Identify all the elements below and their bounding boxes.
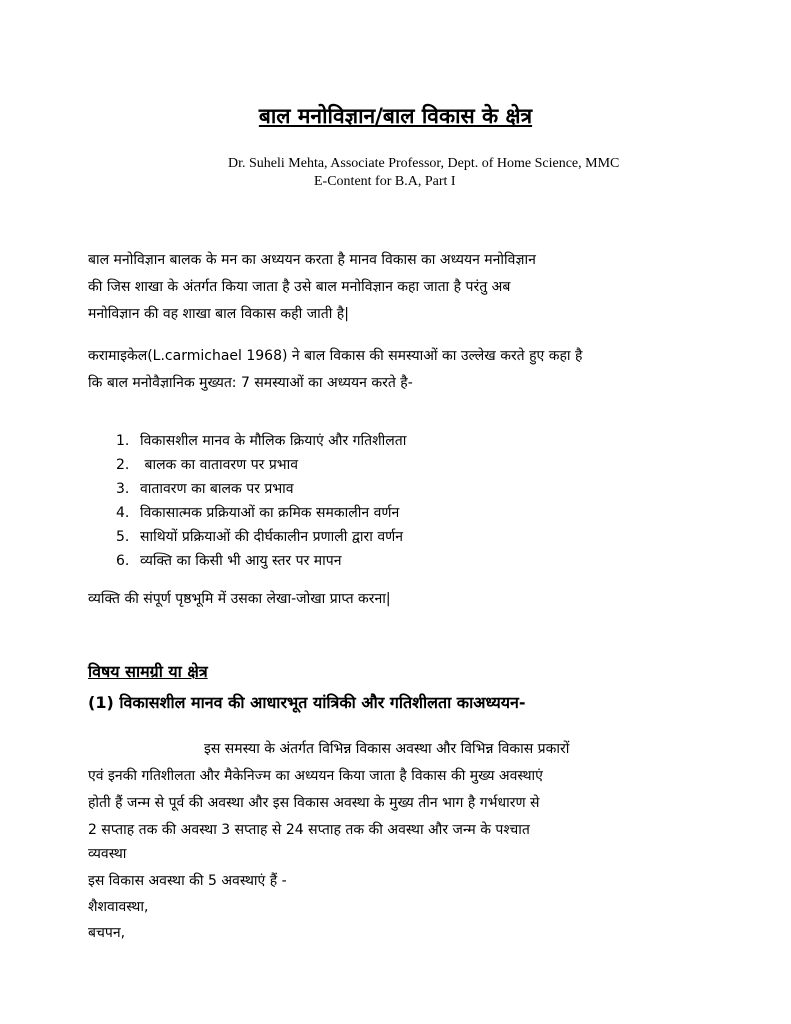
problems-list xyxy=(116,429,406,573)
text-line: 2 सप्ताह तक की अवस्था 3 सप्ताह से 24 सप्ताह तक की अवस्था और जन्म के पश्चात xyxy=(88,822,530,838)
list-tail-text: व्यक्ति की संपूर्ण पृष्ठभूमि में उसका लेखा-जोखा प्राप्त करना| xyxy=(88,591,391,607)
list-number: 4. xyxy=(116,505,130,521)
subsection-heading: (1) विकासशील मानव की आधारभूत यांत्रिकी और गतिशीलता काअध्ययन- xyxy=(88,693,526,712)
stages-block xyxy=(88,868,708,946)
intro-paragraph xyxy=(88,247,708,328)
text-line: व्यवस्था xyxy=(88,846,127,862)
list-item xyxy=(116,501,406,525)
author-info xyxy=(228,155,619,191)
stage-item: शैशवावस्था, xyxy=(88,899,149,915)
course-line: E-Content for B.A, Part I xyxy=(314,174,456,189)
text-line: कि बाल मनोवैज्ञानिक मुख्यत: 7 समस्याओं का अध्ययन करते है- xyxy=(88,375,413,391)
list-number: 6. xyxy=(116,553,130,569)
list-number: 1. xyxy=(116,433,130,449)
list-text: बालक का वातावरण पर प्रभाव xyxy=(140,457,299,473)
list-text: व्यक्ति का किसी भी आयु स्तर पर मापन xyxy=(140,553,342,569)
list-number: 2. xyxy=(116,457,130,473)
body-paragraph xyxy=(88,736,728,864)
text-line: एवं इनकी गतिशीलता और मैकेनिज्म का अध्ययन किया जाता है विकास की मुख्य अवस्थाएं xyxy=(88,768,543,784)
list-text: विकासशील मानव के मौलिक क्रियाएं और गतिशीलता xyxy=(140,433,407,449)
section-heading: विषय सामग्री या क्षेत्र xyxy=(88,662,208,681)
stage-item: बचपन, xyxy=(88,925,126,941)
author-line: Dr. Suheli Mehta, Associate Professor, Dept. of Home Science, MMC xyxy=(228,156,620,171)
list-item xyxy=(116,525,406,549)
list-item xyxy=(116,549,406,573)
list-number: 3. xyxy=(116,481,130,497)
stages-intro: इस विकास अवस्था की 5 अवस्थाएं हैं - xyxy=(88,873,287,889)
list-text: वातावरण का बालक पर प्रभाव xyxy=(140,481,294,497)
text-line: होती हैं जन्म से पूर्व की अवस्था और इस विकास अवस्था के मुख्य तीन भाग है गर्भधारण से xyxy=(88,795,540,811)
text-line: बाल मनोविज्ञान बालक के मन का अध्ययन करता है मानव विकास का अध्ययन मनोविज्ञान xyxy=(88,252,536,268)
text-line: इस समस्या के अंतर्गत विभिन्न विकास अवस्था और विभिन्न विकास प्रकारों xyxy=(204,741,570,757)
list-text: साथियों प्रक्रियाओं की दीर्घकालीन प्रणाली द्वारा वर्णन xyxy=(140,529,404,545)
list-text: विकासात्मक प्रक्रियाओं का क्रमिक समकालीन वर्णन xyxy=(140,505,400,521)
list-item xyxy=(116,453,406,477)
carmichael-paragraph xyxy=(88,343,708,397)
list-item xyxy=(116,477,406,501)
text-line: की जिस शाखा के अंतर्गत किया जाता है उसे बाल मनोविज्ञान कहा जाता है परंतु अब xyxy=(88,279,511,295)
list-number: 5. xyxy=(116,529,130,545)
text-line: मनोविज्ञान की वह शाखा बाल विकास कही जाती है| xyxy=(88,306,349,322)
text-line: करामाइकेल(L.carmichael 1968) ने बाल विकास की समस्याओं का उल्लेख करते हुए कहा है xyxy=(88,348,583,364)
page-title: बाल मनोविज्ञान/बाल विकास के क्षेत्र xyxy=(258,104,533,128)
list-item xyxy=(116,429,406,453)
